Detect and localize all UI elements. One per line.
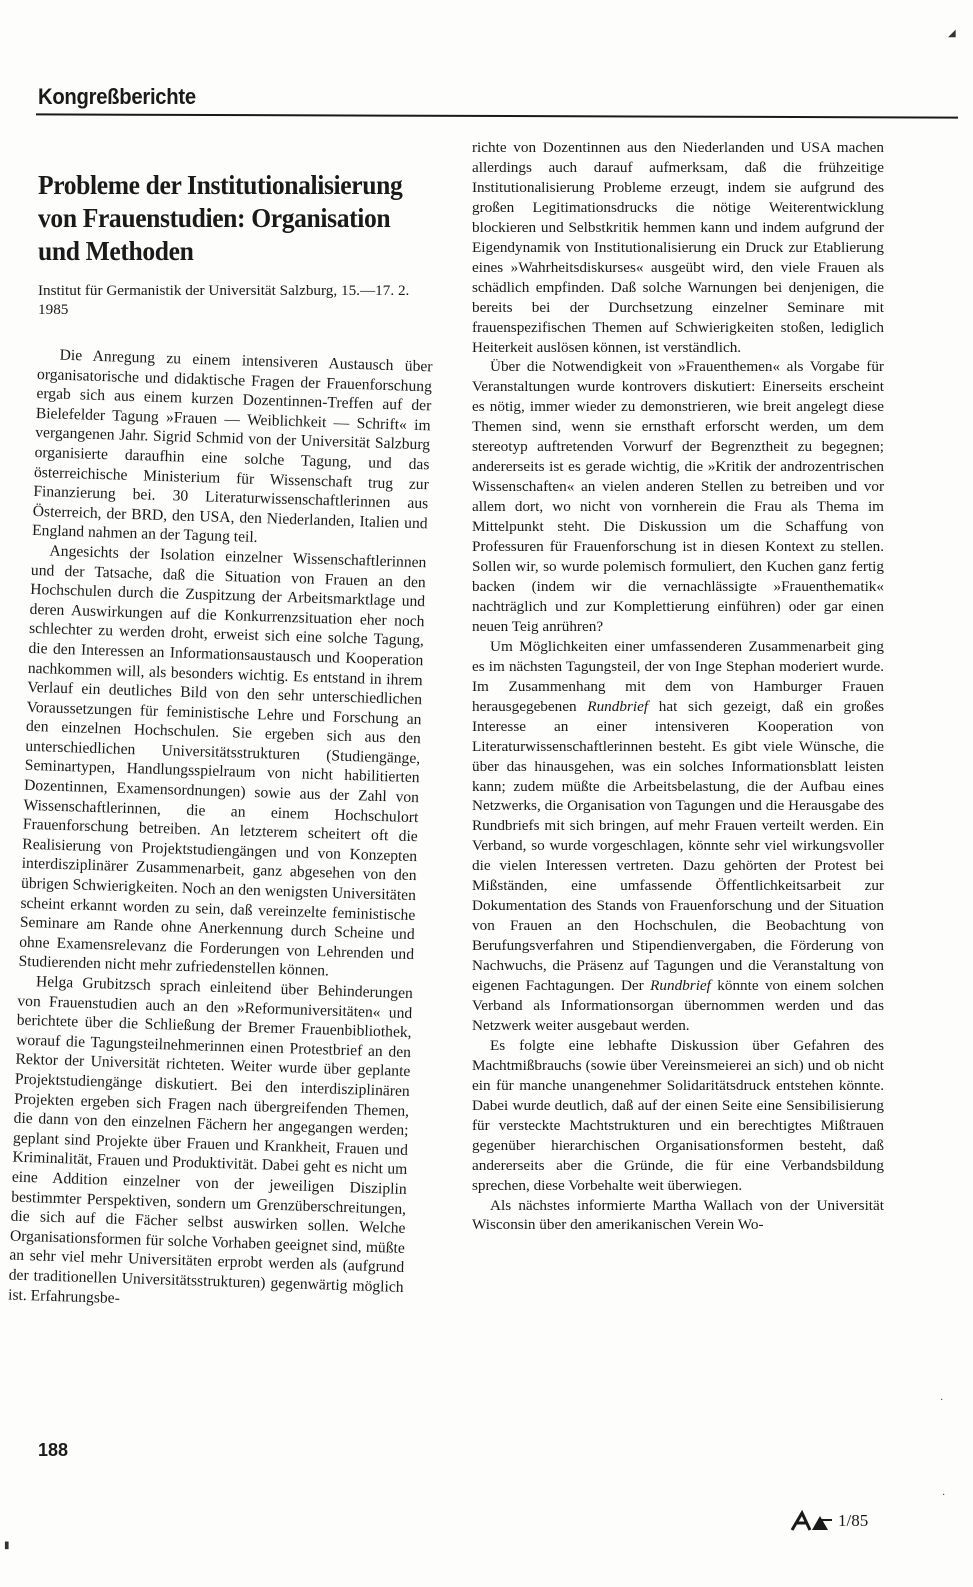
paragraph: Über die Notwendigkeit von »Frauenthemen« als Vorgabe für Veranstaltungen wurde kontrovers diskutiert: Einerseits erscheint es nötig, immer wieder zu demonstrieren, wie breit angelegt diese Themen sind, wenn sie ernsthaft erforscht werden, um dem stereotyp auftretenden Vorwurf der Begrenztheit zu begegnen; andererseits ist es gerade wichtig, die »Kritik der androzentrischen Wissenschaften« an vielen anderen Stellen zu betreiben und vor allem dort, wo nicht von vornherein die Frau als Thema im Mittelpunkt steht. Die Diskussion um die Schaffung von Professuren für Frauenforschung ist in diesen Kontext zu stellen. Sollen wir, so wurde polemisch formuliert, den Kuchen ganz fertig backen (indem wir die vernachlässigte »Frauenthematik« nachträglich und zur Komplettierung einführen) oder gar einen neuen Teig anrühren? — [472, 358, 884, 635]
paragraph: Angesichts der Isolation einzelner Wissenschaftlerinnen und der Tatsache, daß die Situation von Frauen an den Hochschulen durch die Zuspitzung der Arbeitsmarktlage und deren Auswirkungen auf die Konkurrenzsituation eher noch schlechter zu werden droht, erweist sich eine solche Tagung, die den Interessen an Informationsaustausch und Kooperation nachkommen will, als besonders wichtig. Es entstand in ihrem Verlauf ein deutliches Bild von den sehr unterschiedlichen Voraussetzungen für feministische Lehre und Forschung an den einzelnen Hochschulen. Sie ergeben sich aus den unterschiedlichen Universitätsstrukturen (Studiengänge, Seminartypen, Handlungsspielraum von nicht habilitierten Dozentinnen, Examensordnungen) sowie aus der Zahl von Wissenschaftlerinnen, die an einem Hochschulort Frauenforschung betreiben. An letzterem scheitert oft die Realisierung von Projektstudiengängen und von Konzepten interdisziplinärer Zusammenarbeit, ganz abgesehen von den übrigen Schwierigkeiten. Noch an den wenigsten Universitäten scheint erkannt worden zu sein, daß vereinzelte feministische Seminare am Rande ohne Anerkennung durch Scheine und ohne Examensrelevanz die Forderungen von Lehrenden und Studierenden nicht mehr zufriedenstellen können. — [18, 542, 427, 980]
paragraph: Als nächstes informierte Martha Wallach von der Universität Wisconsin über den amerikanischen Verein Wo- — [472, 1196, 884, 1234]
section-heading: Kongreßberichte — [38, 84, 196, 109]
left-column-body — [8, 345, 433, 1317]
paragraph: Es folgte eine lebhafte Diskussion über Gefahren des Machtmißbrauchs (sowie über Vereinsmeierei an sich) und ob nicht ein für manche unangenehmer Solidaritätsdruck entstehen könnte. Dabei wurde deutlich, daß auf der einen Seite eine Sensibilisierung für versteckte Machtstrukturen und ein berechtigtes Mißtrauen gegenüber hierarchischen Organisationsformen besteht, daß andererseits aber die Gründe, die für eine Verbandsbildung sprechen, diese Vorbehalte weit überwiegen. — [472, 1036, 884, 1194]
scan-mark: · — [940, 1395, 944, 1406]
paragraph: richte von Dozentinnen aus den Niederlanden und USA machen allerdings auch darauf aufmerksam, daß die frühzeitige Institutionalisierung Probleme erzeugt, indem sie aufgrund des großen Legitimationsdrucks die nötige Weiterentwicklung blockieren und Selbstkritik hemmen kann und indem aufgrund der Eigendynamik von Institutionalisierung ein Druck zur Etablierung eines »Wahrheitsdiskurses« ausgeübt wird, den viele Frauen als schädlich empfinden. Daß solche Warnungen bei denjenigen, die bereits bei der Durchsetzung einzelner Seminare mit frauenspezifischen Themen auf Schwierigkeiten stoßen, lediglich Heiterkeit auslösen können, ist verständlich. — [472, 139, 884, 356]
paragraph: Helga Grubitzsch sprach einleitend über Behinderungen von Frauenstudien auch an den »Reformuniversitäten« und berichtete über die Schließung der Bremer Frauenbibliothek, worauf die Tagungsteilnehmerinnen einen Protestbrief an den Rektor der Universität richteten. Weiter wurde über geplante Projektstudiengänge diskutiert. Bei den interdisziplinären Projekten ergeben sich Fragen nach übergreifenden Themen, die dann von den einzelnen Fächern her angegangen werden; geplant sind Projekte über Frauen und Krankheit, Frauen und Kriminalität, Frauen und Produktivität. Dabei geht es nicht um eine Addition einzelner von der jeweiligen Disziplin bestimmter Perspektiven, sondern um Grenzüberschreitungen, die sich auf die Fächer selbst auswirken sollen. Welche Organisationsformen für solche Vorhaben geeignet sind, müßte an sehr viel mehr Universitäten erprobt werden als (aufgrund der traditionellen Universitätsstrukturen) gegenwärtig möglich ist. Erfahrungsbe- — [7, 973, 414, 1307]
scan-mark: ◢ — [948, 28, 956, 39]
right-column — [472, 138, 884, 1235]
paragraph: Die Anregung zu einem intensiveren Austausch über organisatorische und didaktische Fragen der Frauenforschung ergab sich aus einem kurzen Dozentinnen-Treffen auf der Bielefelder Tagung »Frauen — Weiblichkeit — Schrift« im vergangenen Jahr. Sigrid Schmid von der Universität Salzburg organisierte daraufhin eine solche Tagung, und das österreichische Ministerium für Wissenschaft trug zur Finanzierung bei. 30 Literaturwissenschaftlerinnen aus Österreich, der BRD, den USA, den Niederlanden, Italien und England nahmen an der Tagung teil. — [31, 346, 433, 547]
paragraph: Um Möglichkeiten einer umfassenderen Zusammenarbeit ging es im nächsten Tagungsteil, der von Inge Stephan moderiert wurde. Im Zusammenhang mit dem von Hamburger Frauen herausgegebenen Rundbrief hat sich gezeigt, daß ein großes Interesse an einer intensiveren Kooperation von Literaturwissenschaftlerinnen besteht. Es gibt viele Wünsche, die über das hinausgehen, was ein solches Informationsblatt leisten kann; zudem müßte die Arbeitsbelastung, die der Aufbau eines Netzwerks, die Organisation von Tagungen und die Herausgabe des Rundbriefs mit sich bringen, auf mehr Frauen verteilt werden. Ein Verband, so wurde vorgeschlagen, könnte sehr viel wirkungsvoller die vielen Interessen vertreten. Dazu gehörten der Protest bei Mißständen, eine umfassende Öffentlichkeitsarbeit zur Dokumentation des Stands von Frauenforschung und der Situation von Frauen an den Hochschulen, die Beobachtung von Berufungsverfahren und Stipendienvergaben, die Förderung von Nachwuchs, die Präsenz auf Tagungen und die Veranstaltung von eigenen Fachtagungen. Der Rundbrief könnte von einem solchen Verband als Informationsorgan übernommen werden und das Netzwerk weiter ausgebaut werden. — [472, 637, 885, 1034]
issue-marker — [790, 1510, 868, 1532]
left-column — [7, 168, 433, 1307]
scan-mark: ▮ — [4, 1540, 10, 1551]
issue-number: 1/85 — [838, 1511, 869, 1530]
header-rule — [36, 113, 958, 118]
scan-mark: · — [942, 1490, 946, 1501]
article-title: Probleme der Institutionalisierung von Frauenstudien: Organisation und Methoden — [38, 169, 403, 266]
page-number: 188 — [38, 1440, 69, 1460]
publisher-logo-icon — [790, 1510, 834, 1532]
article-subtitle: Institut für Germanistik der Universität Salzburg, 15.—17. 2. 1985 — [38, 282, 410, 318]
